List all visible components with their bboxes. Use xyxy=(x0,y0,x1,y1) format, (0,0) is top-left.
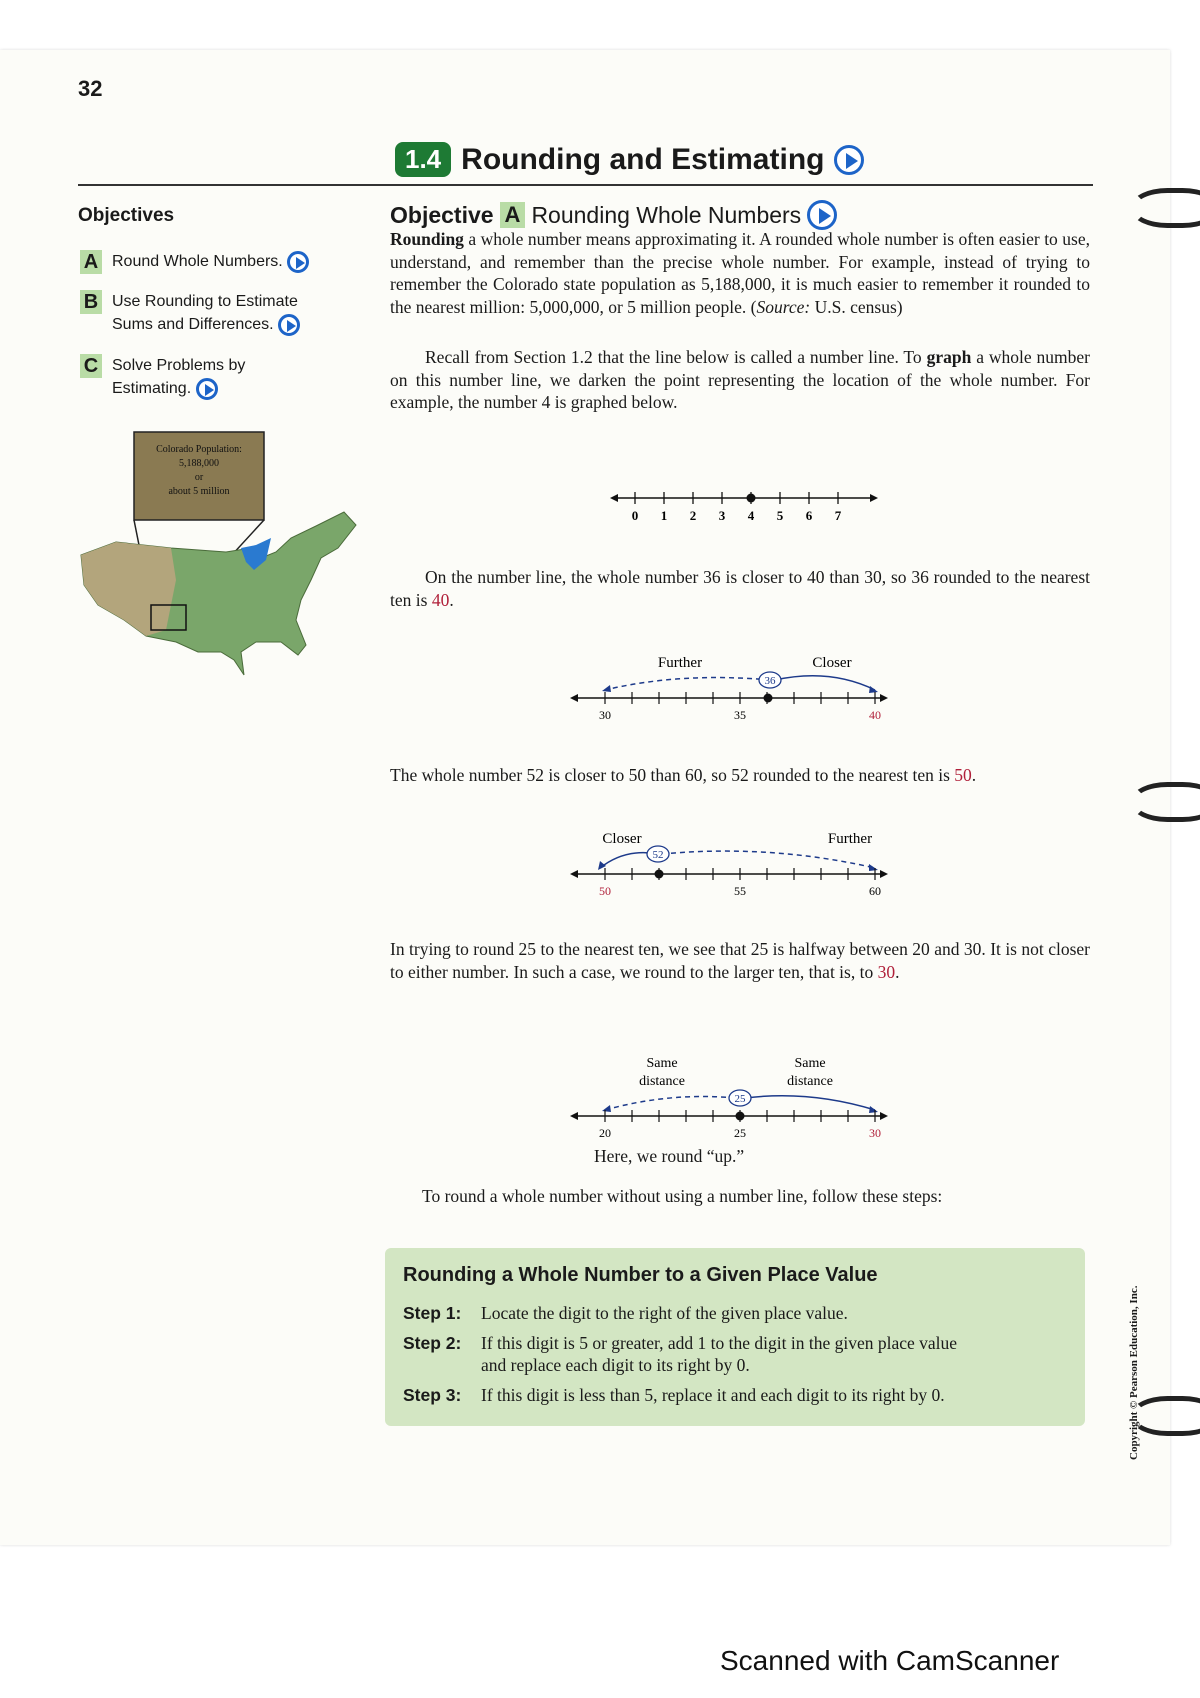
objective-line: Round Whole Numbers. xyxy=(112,253,283,270)
video-play-icon[interactable] xyxy=(196,378,218,400)
objectives-heading: Objectives xyxy=(78,205,175,226)
tick-label: 3 xyxy=(718,508,726,523)
rule-box-title: Rounding a Whole Number to a Given Place Value xyxy=(403,1264,878,1286)
paragraph-36 xyxy=(390,566,1090,611)
para-text: . xyxy=(895,961,900,982)
callout-line: 5,188,000 xyxy=(179,458,219,469)
tick-label: 7 xyxy=(834,508,842,523)
para-text: The whole number 52 is closer to 50 than 60, so 52 rounded to the nearest ten is xyxy=(390,765,955,785)
tick-label: 2 xyxy=(689,508,697,523)
step-label: Step 2: xyxy=(403,1333,462,1353)
para-text: In trying to round 25 to the nearest ten, we see that 25 is halfway between 20 and 30. It is not closer to either number. In such a case, we round to the larger ten, that is, to xyxy=(390,939,1090,982)
rounded-value: 40 xyxy=(431,589,450,610)
point-bubble-label: 25 xyxy=(734,1093,746,1105)
objective-text xyxy=(112,290,300,336)
graphed-point xyxy=(736,1112,745,1121)
point-bubble-label: 36 xyxy=(764,675,776,687)
title-divider xyxy=(78,184,1093,186)
objective-letter: C xyxy=(80,354,102,378)
arc-label-distance: distance xyxy=(787,1074,833,1089)
step-text xyxy=(481,1332,957,1376)
objective-line: Estimating. xyxy=(112,380,192,397)
objective-letter-badge: A xyxy=(500,202,526,228)
tick-label: 50 xyxy=(599,884,611,898)
objective-prefix: Objective xyxy=(390,201,494,228)
arc-label-same: Same xyxy=(794,1056,826,1071)
step-line: and replace each digit to its right by 0. xyxy=(481,1355,750,1375)
copyright-notice: Copyright © Pearson Education, Inc. xyxy=(1128,1285,1140,1460)
dashed-arc xyxy=(605,1097,735,1111)
graphed-point xyxy=(655,870,664,879)
paragraph-52 xyxy=(390,764,1090,787)
tick-label: 35 xyxy=(734,708,746,722)
video-play-icon[interactable] xyxy=(807,200,837,230)
arc-label-further: Further xyxy=(657,655,703,671)
tick-label: 25 xyxy=(734,1126,746,1140)
step-text: Locate the digit to the right of the given place value. xyxy=(481,1303,848,1323)
solid-arc xyxy=(745,1096,875,1110)
number-line-30-40 xyxy=(570,650,890,728)
section-title xyxy=(395,142,864,177)
objective-letter: B xyxy=(80,290,102,314)
objective-item-b xyxy=(80,290,300,336)
us-map-illustration xyxy=(76,430,361,720)
callout-line: about 5 million xyxy=(168,486,230,497)
number-line-50-60 xyxy=(570,826,890,904)
point-bubble-label: 52 xyxy=(652,849,664,861)
video-play-icon[interactable] xyxy=(834,145,864,175)
tick-label: 40 xyxy=(869,708,881,722)
step-2 xyxy=(403,1332,957,1376)
dashed-arc xyxy=(605,678,770,690)
step-label: Step 1: xyxy=(403,1303,462,1323)
tick-label: 5 xyxy=(776,508,784,523)
paragraph-25 xyxy=(390,938,1090,983)
tick-label: 6 xyxy=(805,508,813,523)
objective-a-heading xyxy=(390,200,837,230)
rounded-value: 50 xyxy=(954,765,972,785)
para-text: a whole number on this number line, we darken the point representing the location of the whole number. For example, the number 4 is graphed below. xyxy=(390,347,1090,412)
tick-label: 20 xyxy=(599,1126,611,1140)
page-number: 32 xyxy=(78,76,103,101)
mountain-region xyxy=(81,542,176,636)
arc-label-further: Further xyxy=(827,831,873,847)
binder-ring xyxy=(1130,1396,1200,1436)
round-up-caption: Here, we round “up.” xyxy=(594,1146,745,1166)
callout-line: or xyxy=(194,472,204,483)
tick-label: 55 xyxy=(734,884,746,898)
para-text: Recall from Section 1.2 that the line below is called a number line. To xyxy=(425,347,927,367)
tick-label: 4 xyxy=(747,508,755,523)
objective-line: Use Rounding to Estimate xyxy=(112,293,298,310)
video-play-icon[interactable] xyxy=(287,251,309,273)
objective-item-c xyxy=(80,354,245,400)
objective-text xyxy=(112,250,309,274)
para-text: U.S. census) xyxy=(810,296,903,317)
objective-title: Rounding Whole Numbers xyxy=(531,201,802,228)
step-text: If this digit is less than 5, replace it and each digit to its right by 0. xyxy=(481,1385,945,1405)
section-number-badge: 1.4 xyxy=(395,142,451,177)
number-line-0-7 xyxy=(610,480,880,530)
rounded-value: 30 xyxy=(877,961,896,982)
objective-line: Solve Problems by xyxy=(112,357,246,374)
steps-intro: To round a whole number without using a number line, follow these steps: xyxy=(422,1186,943,1206)
objective-item-a xyxy=(80,250,309,274)
scanner-watermark: Scanned with CamScanner xyxy=(720,1645,1060,1676)
term-rounding: Rounding xyxy=(390,229,464,249)
tick-label: 30 xyxy=(599,708,611,722)
video-play-icon[interactable] xyxy=(278,314,300,336)
graphed-point xyxy=(747,494,756,503)
section-title-text: Rounding and Estimating xyxy=(461,142,825,176)
para-text: . xyxy=(449,589,454,610)
term-graph: graph xyxy=(926,347,972,367)
tick-label: 60 xyxy=(869,884,881,898)
step-3 xyxy=(403,1384,945,1406)
tick-label: 0 xyxy=(631,508,639,523)
source-label: Source: xyxy=(756,296,811,317)
objective-text xyxy=(112,354,245,400)
callout-line: Colorado Population: xyxy=(156,444,242,455)
para-text: a whole number means approximating it. A rounded whole number is often easier to use, understand, and remember than the precise whole number. For example, instead of trying to remember the Colorado state population as 5,188,000, it is much easier to remember it rounded to the nearest million: 5,000,000, or 5 million people. ( xyxy=(390,229,1090,317)
para-text: On the number line, the whole number 36 is closer to 40 than 30, so 36 rounded to the nearest ten is xyxy=(390,567,1090,610)
step-line: If this digit is 5 or greater, add 1 to the digit in the given place value xyxy=(481,1333,958,1353)
number-line-20-30 xyxy=(570,1050,890,1148)
binder-ring xyxy=(1130,782,1200,822)
solid-arc xyxy=(775,676,875,690)
para-text: . xyxy=(971,765,977,785)
objective-line: Sums and Differences. xyxy=(112,316,274,333)
dashed-arc xyxy=(662,851,875,868)
arc-label-same: Same xyxy=(646,1056,678,1071)
tick-label: 30 xyxy=(869,1126,881,1140)
step-1 xyxy=(403,1302,848,1324)
rounding-rule-box xyxy=(385,1248,1085,1426)
arc-label-distance: distance xyxy=(639,1074,685,1089)
step-label: Step 3: xyxy=(403,1385,462,1405)
paragraph-rounding-intro xyxy=(390,228,1090,318)
graphed-point xyxy=(764,694,773,703)
tick-label: 1 xyxy=(660,508,668,523)
arc-label-closer: Closer xyxy=(602,831,642,847)
paragraph-number-line xyxy=(390,346,1090,414)
arc-label-closer: Closer xyxy=(812,655,852,671)
objective-letter: A xyxy=(80,250,102,274)
binder-ring xyxy=(1130,188,1200,228)
